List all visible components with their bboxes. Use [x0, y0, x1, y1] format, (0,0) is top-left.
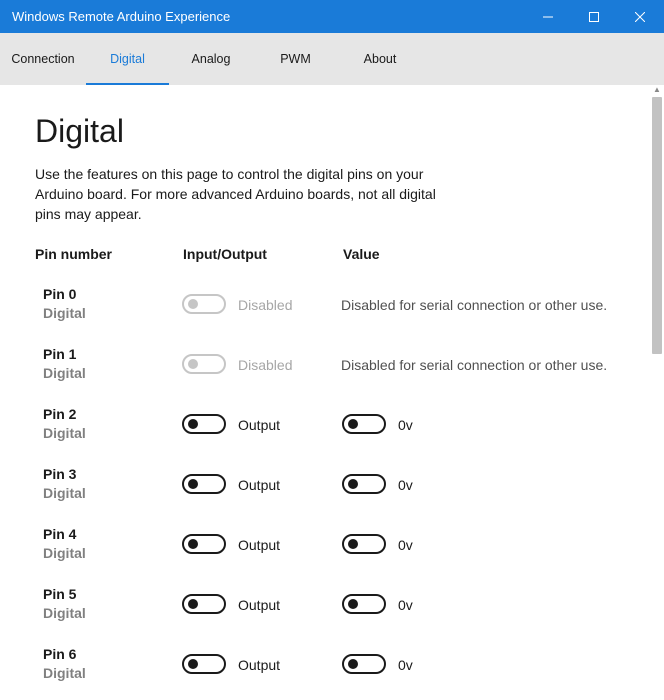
minimize-icon	[543, 12, 553, 22]
window-title: Windows Remote Arduino Experience	[12, 9, 231, 24]
tab-bar	[0, 33, 664, 85]
value-toggle[interactable]	[342, 534, 386, 554]
io-toggle[interactable]	[182, 594, 226, 614]
pin-name: Pin 2	[43, 406, 77, 422]
column-header-io: Input/Output	[183, 246, 267, 262]
tab-about[interactable]: About	[363, 52, 397, 66]
scroll-up-icon[interactable]: ▲	[653, 85, 661, 94]
maximize-icon	[589, 12, 599, 22]
close-button[interactable]	[617, 0, 663, 33]
pin-type: Digital	[43, 305, 86, 321]
title-bar	[0, 0, 664, 33]
io-toggle	[182, 354, 226, 374]
value-toggle-label: 0v	[398, 537, 413, 553]
io-toggle-label: Output	[238, 597, 281, 613]
value-toggle-label: 0v	[398, 657, 413, 673]
pin-row	[0, 646, 650, 700]
value-toggle[interactable]	[342, 594, 386, 614]
pin-type: Digital	[43, 485, 86, 501]
pin-type: Digital	[43, 365, 86, 381]
pin-row	[0, 406, 650, 466]
scrollbar-thumb[interactable]	[652, 97, 662, 354]
column-header-pin: Pin number	[35, 246, 113, 262]
value-toggle-label: 0v	[398, 477, 413, 493]
pin-type: Digital	[43, 545, 86, 561]
value-status-text: Disabled for serial connection or other use.	[341, 297, 608, 313]
io-toggle[interactable]	[182, 474, 226, 494]
pin-name: Pin 0	[43, 286, 77, 302]
vertical-scrollbar[interactable]	[650, 85, 664, 700]
maximize-button[interactable]	[571, 0, 617, 33]
minimize-button[interactable]	[525, 0, 571, 33]
io-toggle-label: Output	[238, 657, 281, 673]
io-toggle	[182, 294, 226, 314]
pin-type: Digital	[43, 665, 86, 681]
pin-type: Digital	[43, 605, 86, 621]
pin-row	[0, 586, 650, 646]
io-toggle[interactable]	[182, 654, 226, 674]
io-toggle-label: Disabled	[238, 357, 293, 373]
pin-row	[0, 526, 650, 586]
value-toggle-label: 0v	[398, 597, 413, 613]
io-toggle-label: Output	[238, 417, 281, 433]
pin-name: Pin 5	[43, 586, 77, 602]
tab-pwm[interactable]: PWM	[280, 52, 311, 66]
io-toggle-label: Output	[238, 537, 281, 553]
pin-name: Pin 3	[43, 466, 77, 482]
tab-analog[interactable]: Analog	[191, 52, 231, 66]
pin-name: Pin 4	[43, 526, 77, 542]
close-icon	[635, 12, 645, 22]
pin-name: Pin 1	[43, 346, 77, 362]
io-toggle-label: Disabled	[238, 297, 293, 313]
page-title: Digital	[35, 113, 124, 149]
io-toggle-label: Output	[238, 477, 281, 493]
pin-row	[0, 346, 650, 406]
page-description: Use the features on this page to control the digital pins on your Arduino board. For more advanced Arduino boards, not all digital pins may appear.	[35, 166, 436, 222]
value-toggle[interactable]	[342, 414, 386, 434]
tab-digital[interactable]: Digital	[86, 33, 169, 85]
io-toggle[interactable]	[182, 534, 226, 554]
pin-name: Pin 6	[43, 646, 77, 662]
pin-row	[0, 466, 650, 526]
value-toggle[interactable]	[342, 474, 386, 494]
value-status-text: Disabled for serial connection or other use.	[341, 357, 608, 373]
pin-type: Digital	[43, 425, 86, 441]
value-toggle[interactable]	[342, 654, 386, 674]
pin-row	[0, 286, 650, 346]
column-header-value: Value	[343, 246, 380, 262]
io-toggle[interactable]	[182, 414, 226, 434]
tab-connection[interactable]: Connection	[11, 52, 75, 66]
value-toggle-label: 0v	[398, 417, 413, 433]
